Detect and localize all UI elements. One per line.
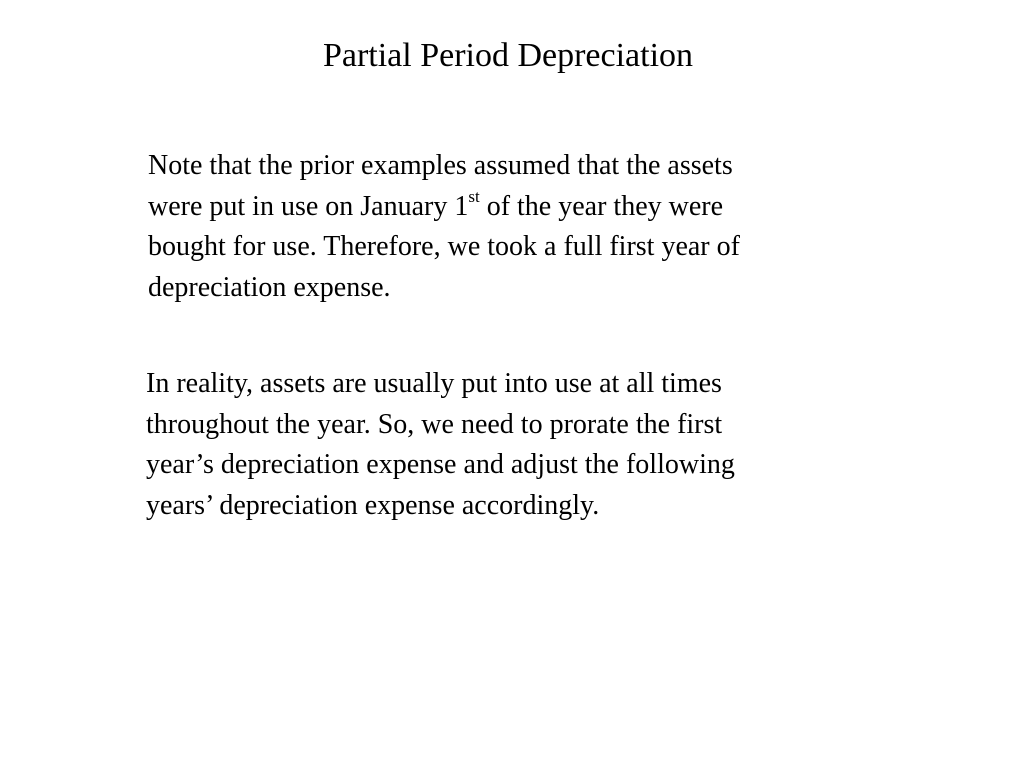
paragraph-1-line-1: Note that the prior examples assumed that the assets xyxy=(148,150,733,181)
paragraph-1-line-3: bought for use. Therefore, we took a full first year of xyxy=(148,231,740,262)
paragraph-2-line-1: In reality, assets are usually put into use at all times xyxy=(146,368,722,399)
ordinal-suffix: st xyxy=(468,187,480,207)
paragraph-prior-examples xyxy=(148,146,740,308)
paragraph-1-line-2-start: were put in use on January 1 xyxy=(148,190,469,222)
paragraph-in-reality xyxy=(146,364,735,526)
paragraph-2-line-2: throughout the year. So, we need to prorate the first xyxy=(146,408,723,440)
paragraph-2-line-4: years’ depreciation expense accordingly. xyxy=(146,489,600,521)
slide-title: Partial Period Depreciation xyxy=(322,37,694,74)
paragraph-2-line-3: year’s depreciation expense and adjust the following xyxy=(146,449,735,480)
paragraph-1-line-2-end: of the year they were xyxy=(479,190,724,222)
paragraph-1-line-2 xyxy=(148,187,740,228)
paragraph-1-line-4: depreciation expense. xyxy=(148,271,391,303)
